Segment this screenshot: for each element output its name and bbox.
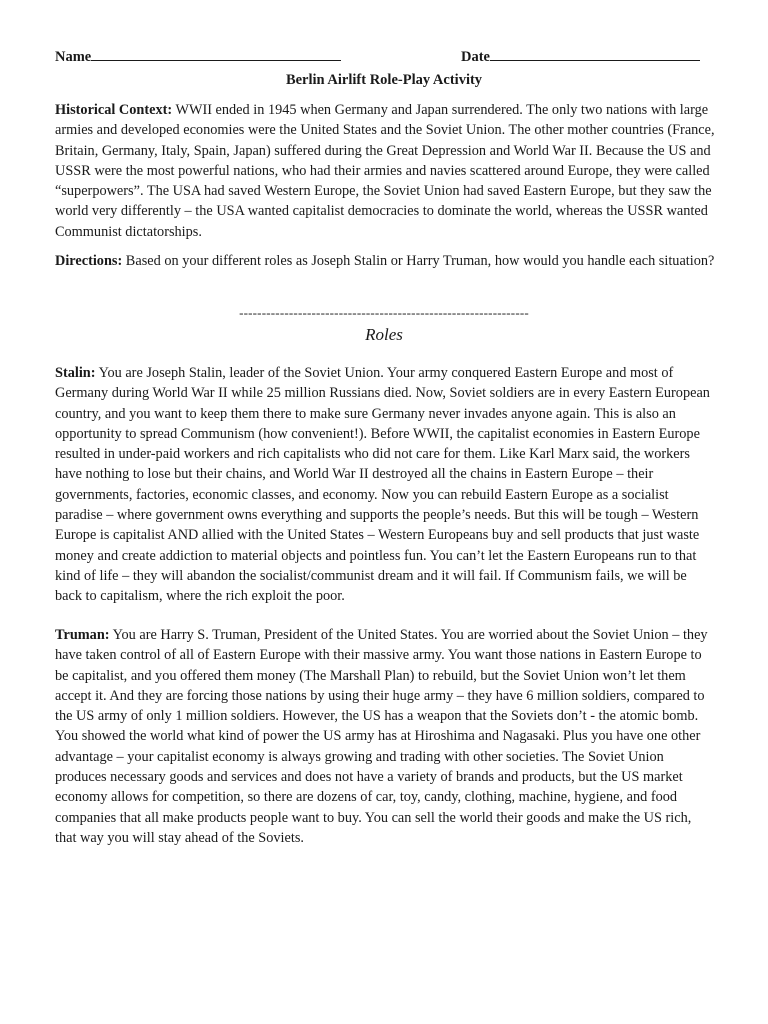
name-label: Name [55,49,92,65]
name-field [55,46,341,66]
historical-context-text: WWII ended in 1945 when Germany and Japan surrendered. The only two nations with large armies and developed economies were the United States and the Soviet Union. The other mother countries (France, Britain, Germany, Italy, Spain, Japan) suffered during the Great Depression and World War II. Because the US and USSR were the most powerful nations, who had their armies and navies scattered around Europe, they were called “superpowers”. The USA had saved Western Europe, the Soviet Union had saved Eastern Europe, but they saw the world very differently – the USA wanted capitalist democracies to dominate the world, whereas the USSR wanted Communist dictatorships. [55,102,715,240]
stalin-label: Stalin: [55,365,96,381]
truman-label: Truman: [55,627,110,643]
name-blank-line[interactable] [91,46,341,61]
historical-context-label: Historical Context: [55,102,173,118]
date-field [461,46,700,66]
truman-text: You are Harry S. Truman, President of the United States. You are worried about the Soviet Union – they have taken control of all of Eastern Europe with their massive army. You want those nations in Eastern Europe to be capitalist, and you offered them money (The Marshall Plan) to rebuild, but the Soviet Union won’t let them accept it. And they are forcing those nations by using their huge army – they have 6 million soldiers, compared to the US army of only 1 million soldiers. However, the US has a weapon that the Soviets don’t - the atomic bomb. You showed the world what kind of power the US army has at Hiroshima and Nagasaki. Plus you have one other advantage – your capitalist economy is always growing and trading with other societies. The Soviet Union produces necessary goods and services and does not have a variety of brands and products, but the US market economy allows for competition, so there are dozens of car, toy, candy, clothing, machine, hygiene, and food companies that all make products people want to buy. You can sell the world their goods and make the US rich, that way you will stay ahead of the Soviets. [55,627,708,846]
date-blank-line[interactable] [490,46,700,61]
roles-heading: Roles [365,325,403,344]
historical-context-paragraph [55,100,715,242]
directions-text: Based on your different roles as Joseph Stalin or Harry Truman, how would you handle each situation? [122,253,715,269]
truman-role-paragraph [55,625,715,848]
page-title: Berlin Airlift Role-Play Activity [285,72,483,88]
directions-label: Directions: [55,253,123,269]
date-label: Date [461,49,490,65]
section-divider: ---------------------------------------------------------------- [239,305,529,320]
stalin-text: You are Joseph Stalin, leader of the Soviet Union. Your army conquered Eastern Europe and most of Germany during World War II while 25 million Russians died. Now, Soviet soldiers are in every Eastern European country, and you want to keep them there to make sure Germany never invades anyone again. This is also an opportunity to spread Communism (how convenient!). Before WWII, the capitalist economies in Eastern Europe resulted in under-paid workers and rich capitalists who did not care for them. Like Karl Marx said, the workers have nothing to lose but their chains, and World War II destroyed all the chains in Eastern Europe – their governments, factories, economic classes, and economy. Now you can rebuild Eastern Europe as a socialist paradise – where government owns everything and supports the people’s needs. But this will be tough – Western Europe is capitalist AND allied with the United States – Western Europeans buy and sell products that just waste money and create addiction to material objects and pointless fun. You can’t let the Eastern Europeans run to that kind of life – they will abandon the socialist/communist dream and it will fail. If Communism fails, we will be back to capitalism, where the rich exploit the poor. [55,365,710,605]
directions-paragraph [55,253,715,270]
stalin-role-paragraph [55,363,715,607]
